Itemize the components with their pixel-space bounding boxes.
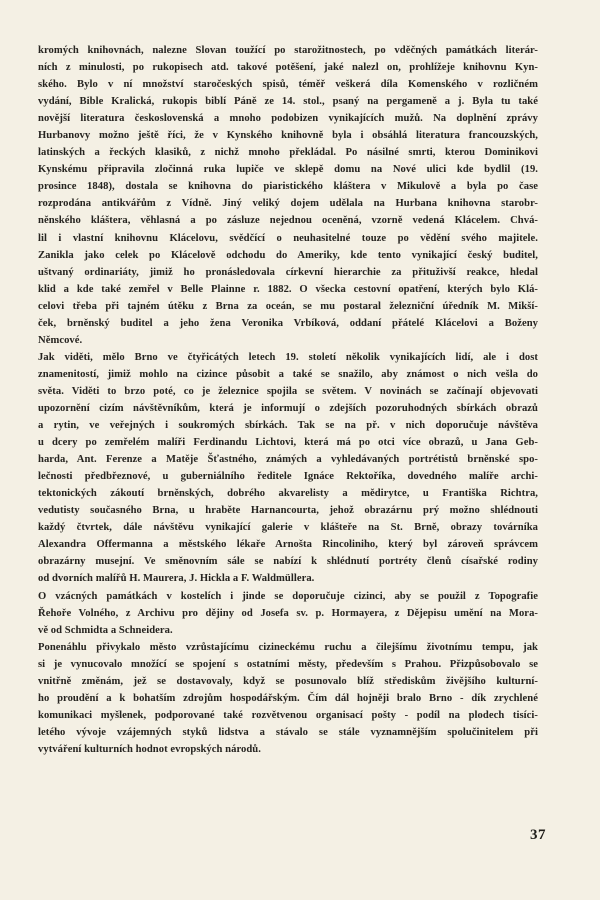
paragraph <box>38 588 538 639</box>
text-line: každý čtvrtek, dále návštěvu vynikající galerie v klášteře na St. Brně, obrazy továrníka <box>38 522 538 534</box>
text-line: Zanikla jako celek po Klácelově odchodu do Ameriky, kde tento vynikající český buditel, <box>38 249 538 261</box>
text-line: latinských a řeckých klasiků, z nichž mnoho překládal. Po násilné smrti, kterou Dominikovi <box>38 147 538 159</box>
text-line: lil i vlastní knihovnu Klácelovu, svědčící o neuhasitelné touze po vědění svého majitele. <box>38 232 538 244</box>
text-line: světa. Viděti to brzo poté, co je železnice spojila se světem. V novinách se začínají objevovati <box>38 385 538 397</box>
text-line: Alexandra Offermanna a městského lékaře Arnošta Rincoliniho, který byl zároveň správcem <box>38 539 538 551</box>
text-line: klid a kde také zemřel v Belle Plainne r. 1882. O všecka cestovní opatření, kterých bylo Klá- <box>38 283 538 295</box>
text-line: Ponenáhlu přivykalo město vzrůstajícímu cizineckému ruchu a čilejšímu životnímu tempu, jak <box>38 641 538 653</box>
text-line: Kynskému připravila zločinná ruka lupiče ve sklepě domu na Nové ulici kde bydlil (19. <box>38 164 538 176</box>
text-line: letého vývoje vzájemných styků lidstva a stávalo se stále vyznamnějším spolučinitelem při <box>38 726 538 738</box>
text-line: ček, brněnský buditel a jeho žena Veronika Vrbíková, oddaní přátelé Klácelovi a Boženy <box>38 317 538 329</box>
text-line: novější literatura československá a mnoho podobizen vynikajících mužů. Na doplnění zprávy <box>38 113 538 125</box>
text-line: tektonických zákoutí brněnských, dobrého akvarelisty a mědirytce, u Františka Richtra, <box>38 488 538 500</box>
text-line: od dvorních malířů H. Maurera, J. Hickla a F. Waldmüllera. <box>38 573 315 585</box>
text-line: Němcové. <box>38 334 83 346</box>
text-line: vydání, Bible Kralická, rukopis biblí Páně ze 14. stol., psaný na pergameně a j. Byla tu také <box>38 96 538 108</box>
text-line: harda, Ant. Ferenze a Matěje Šťastného, známých a vyhledávaných portrétistů brněnské spo- <box>38 454 538 466</box>
text-line: rozprodána antikvářům z Vídně. Jiný veliký dojem udělala na Hurbana knihovna starobr- <box>38 198 538 210</box>
text-line: vě od Schmidta a Schneidera. <box>38 624 173 636</box>
text-line: u dcery po zemřelém malíři Ferdinandu Lichtovi, která má po otci více obrazů, u Jana Geb- <box>38 437 538 449</box>
text-line: ského. Bylo v ní množství staročeských spisů, téměř veškerá díla Komenského v rozličném <box>38 79 538 91</box>
text-line: lečnosti předbřeznové, u guberniálního ředitele Ignáce Rektoříka, dovedného malíře archi- <box>38 471 538 483</box>
page-number: 37 <box>530 827 546 843</box>
text-line: ho proudění a k bohatším zdrojům hospodářským. Čím dál hojněji bralo Brno - dík zrychlené <box>38 692 538 704</box>
text-line: vnitřně změnám, jež se dostavovaly, když se posunovalo blíž střediskům živějšího kulturní- <box>38 675 538 687</box>
text-line: ních z minulosti, po rukopisech atd. takové potěšení, jaké nalezl on, prohlížeje knihovnu Kyn- <box>38 62 538 74</box>
text-line: kromých knihovnách, nalezne Slovan toužící po starožitnostech, po vděčných památkách literár- <box>38 45 538 56</box>
body-text <box>38 42 538 758</box>
paragraph <box>38 349 538 588</box>
text-line: Jak viděti, mělo Brno ve čtyřicátých letech 19. století několik vynikajících lidí, ale i dost <box>38 351 538 363</box>
text-line: prosince 1848), dostala se knihovna do piaristického kláštera v Mikulově a byla po čase <box>38 181 538 193</box>
text-line: vedutisty současného Brna, u hraběte Harnancourta, jehož obrazárnu prý možno shlédnouti <box>38 505 538 517</box>
paragraph <box>38 639 538 758</box>
text-line: a rytin, ve veřejných i soukromých sbírkách. Tak se na př. v nich doporučuje návštěva <box>38 420 538 432</box>
text-line: něnského kláštera, věhlasná a po zásluze nejednou oceněná, vzorně vedená Klácelem. Chvá- <box>38 215 538 227</box>
text-line: celovi třeba při tajném útěku z Brna za oceán, se mu postaral železniční úředník M. Mikší- <box>38 300 538 312</box>
text-line: obrazárny musejní. Ve směnovním sále se nabízí k shlédnutí portréty členů císařské rodiny <box>38 556 538 568</box>
text-line: Řehoře Volného, z Archivu pro dějiny od Josefa sv. p. Hormayera, z Dějepisu umění na Mora- <box>38 607 538 619</box>
text-line: uštvaný ordinariáty, jimiž ho pronásledovala církevní hierarchie za přituživší reakce, hledal <box>38 266 538 278</box>
text-line: komunikaci myšlenek, podporované také rozvětvenou organisací pošty - podíl na plodech tisíci- <box>38 709 538 721</box>
text-line: Hurbanovy možno ještě říci, že v Kynského knihovně byla i obsáhlá literatura francouzských, <box>38 130 538 142</box>
text-line: si je vynucovalo množící se spojení s ostatními městy, především s Prahou. Přizpůsobovalo se <box>38 658 538 670</box>
text-line: znamenitostí, jimiž mohlo na cizince působit a také se snažilo, aby známost o nich vešla do <box>38 368 538 380</box>
text-line: O vzácných památkách v kostelích i jinde se doporučuje cizinci, aby se použil z Topografie <box>38 590 538 602</box>
text-line: vytváření kulturních hodnot evropských národů. <box>38 743 261 755</box>
text-line: upozornění cizím návštěvníkům, která je informují o zdejších pozoruhodných sbírkách obrazů <box>38 402 538 414</box>
paragraph <box>38 42 538 349</box>
